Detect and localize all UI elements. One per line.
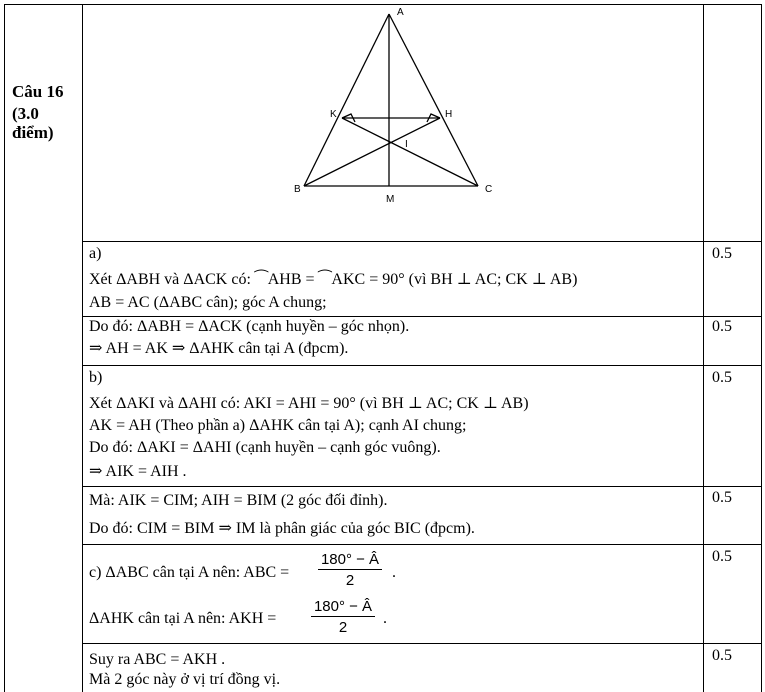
row2-line1: Do đó: ΔABH = ΔACK (cạnh huyền – góc nhọn).: [89, 318, 410, 335]
fraction-abc: $\frac{180^\circ - Â}{2}$: [318, 550, 382, 592]
row1-line1: a): [89, 245, 102, 262]
row6-score: 0.5: [712, 647, 732, 664]
label-a: A: [397, 7, 404, 18]
row3-line3: AK = AH (Theo phần a) ΔAHK cân tại A); cạnh AI chung;: [89, 417, 467, 434]
row1-line2: Xét ΔABH và ΔACK có: ⁀AHB = ⁀AKC = 90° (vì BH ⊥ AC; CK ⊥ AB): [89, 271, 578, 288]
row3-line1: b): [89, 369, 103, 386]
row6-line2: Mà 2 góc này ở vị trí đồng vị.: [89, 671, 281, 688]
row-line-6: [82, 643, 762, 644]
row6-line1: Suy ra ABC = AKH .: [89, 651, 226, 668]
row-line-1: [82, 241, 762, 242]
row5-line1: c) ΔABC cân tại A nên: ABC =: [89, 564, 290, 581]
side-ac: [389, 14, 478, 186]
question-title: Câu 16: [12, 82, 64, 101]
row5-score: 0.5: [712, 548, 732, 565]
row-line-3: [82, 365, 762, 366]
row1-score: 0.5: [712, 245, 732, 262]
segment-ck: [342, 118, 478, 186]
label-b: B: [294, 184, 301, 195]
row5-period2: .: [383, 610, 387, 627]
row4-line1: Mà: AIK = CIM; AIH = BIM (2 góc đối đỉnh).: [89, 492, 388, 509]
row3-line5: ⇒ AIK = AIH .: [89, 463, 187, 480]
row-line-4: [82, 486, 762, 487]
row-line-5: [82, 544, 762, 545]
row3-score: 0.5: [712, 369, 732, 386]
label-h: H: [445, 109, 453, 120]
label-m: M: [386, 194, 395, 205]
label-i: I: [405, 139, 408, 150]
fraction-akh: $\frac{180^\circ - Â}{2}$: [311, 597, 375, 639]
row2-line2: ⇒ AH = AK ⇒ ΔAHK cân tại A (đpcm).: [89, 340, 349, 357]
row1-line3: AB = AC (ΔABC cân); góc A chung;: [89, 294, 327, 311]
row4-score: 0.5: [712, 489, 732, 506]
row5-line2: ΔAHK cân tại A nên: AKH =: [89, 610, 277, 627]
question-points: (3.0 điểm): [12, 104, 54, 142]
segment-bh: [304, 118, 440, 186]
label-c: C: [485, 184, 493, 195]
side-ab: [304, 14, 389, 186]
row3-line4: Do đó: ΔAKI = ΔAHI (cạnh huyền – cạnh góc vuông).: [89, 439, 441, 456]
triangle-figure: [0, 0, 765, 240]
row2-score: 0.5: [712, 318, 732, 335]
row5-period1: .: [392, 564, 396, 581]
row3-line2: Xét ΔAKI và ΔAHI có: AKI = AHI = 90° (vì BH ⊥ AC; CK ⊥ AB): [89, 395, 529, 412]
row4-line2: Do đó: CIM = BIM ⇒ IM là phân giác của góc BIC (đpcm).: [89, 520, 475, 537]
label-k: K: [330, 109, 337, 120]
